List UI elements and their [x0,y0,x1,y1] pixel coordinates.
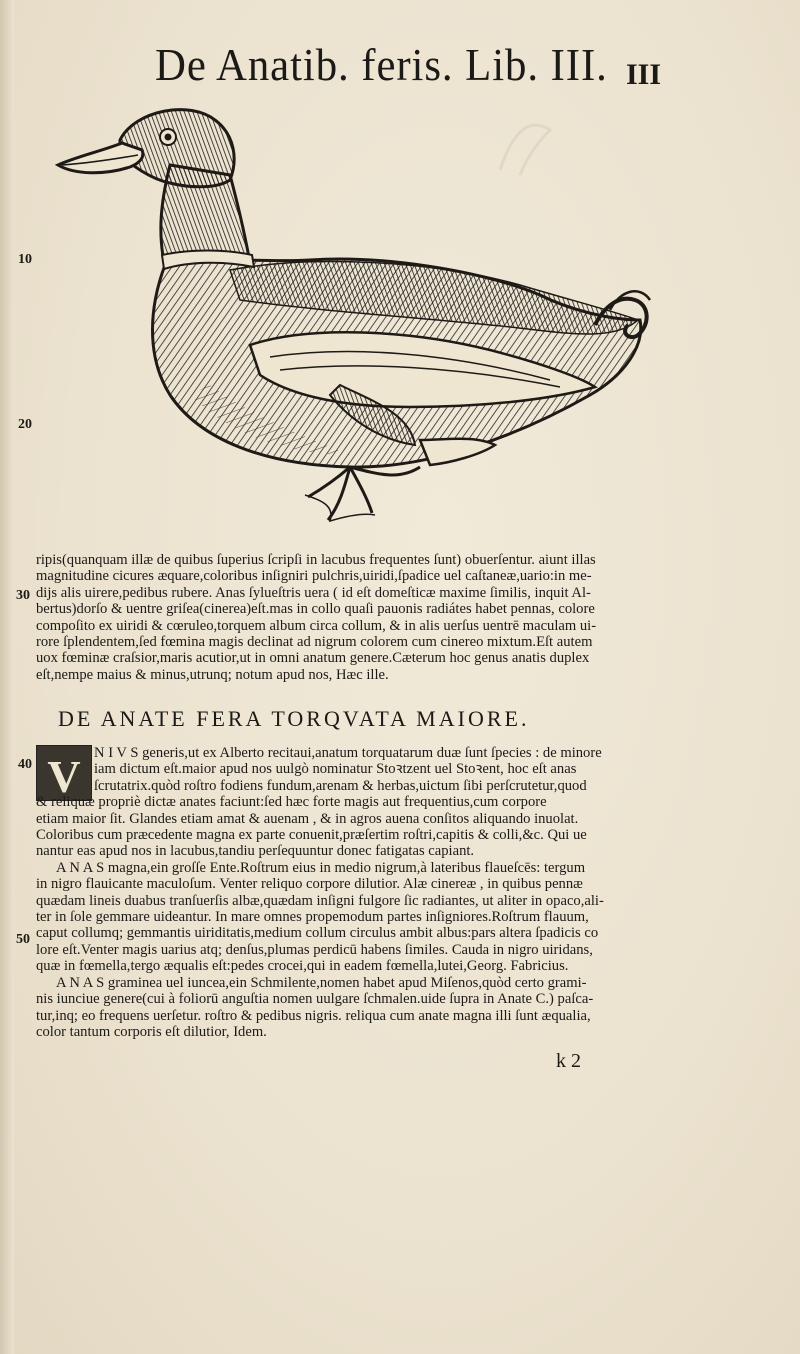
text-line: A N A S magna,ein groſſe Ente.Roſtrum eius in medio nigrum,à lateribus flaueſcēs: tergum [56,859,586,876]
text-line: lore eſt.Venter magis uarius atq; denſus,plumas perdicū habens ſimiles. Cauda in nigro uiridans, [36,941,593,958]
page-gutter-shadow [0,0,14,1354]
text-line: ſcrutatrix.quòd roſtro fodiens fundum,arenam & herbas,uictum ſibi perſcrutetur,quod [94,777,587,794]
text-line: in nigro flauicante maculoſum. Venter reliquo corpore dilutior. Alæ cinereæ , in quibus pennæ [36,876,583,893]
duck-leg [420,439,495,465]
margin-number: 30 [16,588,30,603]
text-line: N I V S generis,ut ex Alberto recitaui,anatum torquatarum duæ ſunt ſpecies : de minore [94,745,602,761]
text-line: compoſito ex uiridi & cœruleo,torquem album circa collum, & in alis uerſus uentrē maculam ui- [36,617,597,634]
text-line: uox fœminæ craſsior,maris acutior,ut in omni anatum genere.Cæterum hoc genus anatis duplex [36,650,590,667]
folio-number: III [626,58,662,91]
margin-number: 10 [18,252,32,267]
text-line: eſt,nempe maius & minus,utrunq; notum apud nos, Hæc ille. [36,666,389,683]
signature-mark: k 2 [556,1050,581,1072]
text-line: dijs alis uirere,pedibus rubere. Anas ſylueſtris uera ( id eſt domeſticæ maxime ſimilis, inquit Al- [36,584,591,601]
text-line: etiam maior ſit. Glandes etiam amat & auenam , & in agros auena conſitos aliquando inuolat. [36,810,579,827]
paragraph-lower [36,745,652,1040]
margin-number: 50 [16,932,30,947]
margin-number: 20 [18,417,32,432]
margin-number: 40 [18,757,32,772]
section-heading: DE ANATE FERA TORQVATA MAIORE. [58,706,530,731]
text-line: ter in ſole gemmare uideantur. In mare omnes propemodum partes inſigniores.Roſtrum flauum, [36,909,589,926]
text-line: iam dictum eſt.maior apud nos uulgò nominatur Stoꝛtzent uel Stoꝛent, hoc eſt anas [94,761,577,778]
text-line: bertus)dorſo & uentre griſea(cinerea)eſt.mas in collo quaſi pauonis radiátes habet pennas, colore [36,601,595,618]
text-line: quæ in fœmella,tergo æqualis eſt:pedes crocei,qui in eadem fœmella,lutei,Georg. Fabricius. [36,958,569,975]
text-line: rore ſplendentem,ſed fœmina magis declinat ad nigrum colorem cum cinereo mixtum.Eſt autem [36,634,593,651]
duck-woodcut-illustration [50,95,660,545]
duck-foot [308,467,420,520]
text-line: tur,inq; eo frequens uerſetur. roſtro & pedibus nigris. reliqua cum anate magna illi ſunt æqualia, [36,1007,591,1024]
text-line: & reliquæ propriè dictæ anates faciunt:ſed hæc forte magis aut frequentius,cum corpore [36,794,547,811]
drop-initial-letter: V [47,751,81,802]
duck-beak [58,143,143,173]
text-line: nantur eas apud nos in lacubus,tandiu perſequuntur donec fatigatas capiant. [36,843,475,860]
text-line: quædam lineis duabus tranſuerſis albæ,quædam inſigni fulgore ſic radiantes, ut aliter in opaco,ali- [36,892,604,909]
paragraph-upper [36,552,652,683]
text-line: A N A S graminea uel iuncea,ein Schmilente,nomen habet apud Miſenos,quòd certo grami- [56,974,587,991]
text-line: magnitudine cicures æquare,coloribus inſigniri pulchris,uiridi,ſpadice uel caſtaneæ,uario:in me- [36,568,592,585]
text-line: caput collumq; gemmantis uiriditatis,medium collum circulus ambit albus:pars altera ſpadicis co [36,925,599,942]
text-line: ripis(quanquam illæ de quibus ſuperius ſcripſi in lacubus frequentes ſunt) obuerſentur. aiunt illas [36,552,596,568]
text-line: nis iunciue genere(cui à foliorū anguſtia nomen uulgare ſchmalen.uide ſupra in Anate C.) paſca- [36,991,594,1008]
text-line: Coloribus cum præcedente magna ex parte conuenit,præſertim roſtri,capitis & colli,&c. Qui ue [36,827,587,844]
text-line: color tantum corporis eſt dilutior, Idem. [36,1023,267,1040]
running-title: De Anatib. feris. Lib. III. [155,39,608,90]
